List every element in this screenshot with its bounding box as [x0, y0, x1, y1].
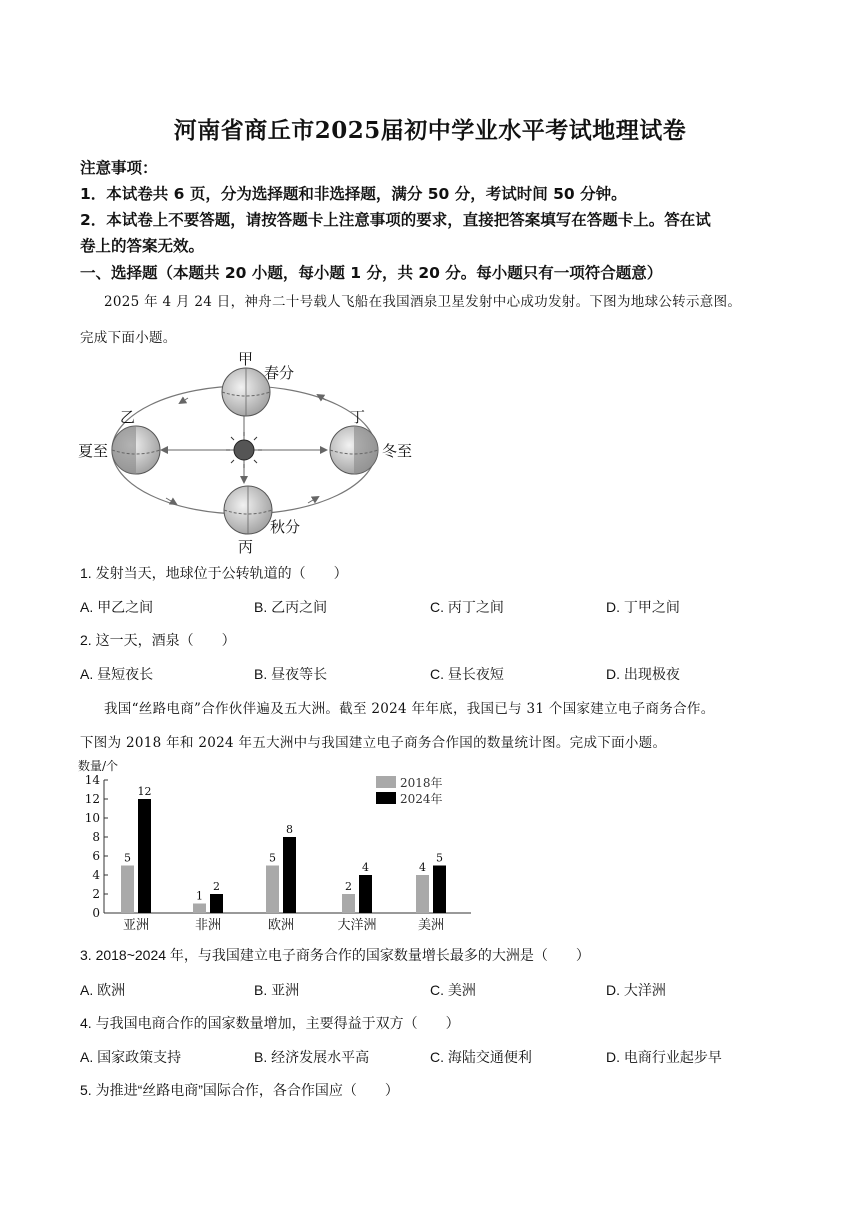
- y-tick-label: 8: [92, 830, 100, 844]
- q4-option-b: B. 经济发展水平高: [254, 1049, 370, 1065]
- bar: [416, 875, 429, 913]
- data-label: 5: [269, 851, 276, 865]
- q4-option-c: C. 海陆交通便利: [430, 1049, 532, 1065]
- passage1-line2: 完成下面小题。: [80, 330, 177, 346]
- q4-option-a: A. 国家政策支持: [80, 1049, 182, 1065]
- question-1: 1. 发射当天，地球位于公转轨道的（ ）: [80, 565, 348, 581]
- label-winter: 冬至: [382, 442, 413, 460]
- q2-option-c: C. 昼长夜短: [430, 666, 504, 682]
- label-ding: 丁: [350, 408, 366, 426]
- data-label: 4: [419, 861, 426, 874]
- data-label: 8: [286, 823, 293, 836]
- notice-item-2: 2．本试卷上不要答题，请按答题卡上注意事项的要求，直接把答案填写在答题卡上。答在试: [80, 211, 711, 229]
- passage1-line1: 2025 年 4 月 24 日，神舟二十号载人飞船在我国酒泉卫星发射中心成功发射。下图为地球公转示意图。: [104, 294, 742, 310]
- x-tick-label: 非洲: [194, 918, 222, 933]
- data-label: 12: [137, 785, 152, 798]
- label-jia: 甲: [238, 350, 254, 368]
- data-label: 4: [362, 861, 369, 874]
- bar: [121, 866, 134, 914]
- q1-option-d: D. 丁甲之间: [606, 599, 680, 615]
- q2-option-d: D. 出现极夜: [606, 666, 680, 682]
- passage2-line1: 我国“丝路电商”合作伙伴遍及五大洲。截至 2024 年年底，我国已与 31 个国家建立电子商务合作。: [104, 701, 715, 717]
- q1-option-a: A. 甲乙之间: [80, 599, 154, 615]
- bar: [210, 894, 223, 913]
- bar: [433, 866, 446, 914]
- question-2: 2. 这一天，酒泉（ ）: [80, 632, 236, 648]
- notice-item-3: 卷上的答案无效。: [80, 237, 205, 255]
- bar: [138, 799, 151, 913]
- q3-option-c: C. 美洲: [430, 982, 476, 998]
- y-tick-label: 2: [92, 887, 100, 901]
- q1-option-c: C. 丙丁之间: [430, 599, 504, 615]
- q3-option-b: B. 亚洲: [254, 982, 300, 998]
- question-5: 5. 为推进“丝路电商”国际合作，各合作国应（ ）: [80, 1082, 399, 1098]
- data-label: 5: [436, 851, 443, 865]
- label-yi: 乙: [120, 408, 136, 426]
- y-tick-label: 0: [92, 906, 100, 920]
- x-tick-label: 亚洲: [122, 918, 150, 933]
- label-autumn: 秋分: [270, 518, 301, 536]
- y-tick-label: 4: [92, 868, 100, 882]
- legend-swatch: [376, 776, 396, 788]
- q3-option-d: D. 大洋洲: [606, 982, 666, 998]
- page-title: 河南省商丘市2025届初中学业水平考试地理试卷: [173, 117, 687, 144]
- section-heading: 一、选择题（本题共 20 小题，每小题 1 分，共 20 分。每小题只有一项符合题意）: [80, 264, 663, 282]
- data-label: 1: [196, 889, 203, 903]
- question-3: 3. 2018~2024 年，与我国建立电子商务合作的国家数量增长最多的大洲是（ ）: [80, 947, 590, 963]
- passage2-line2: 下图为 2018 年和 2024 年五大洲中与我国建立电子商务合作国的数量统计图。完成下面小题。: [80, 735, 667, 751]
- q2-option-b: B. 昼夜等长: [254, 666, 328, 682]
- legend-label: 2018年: [400, 776, 443, 790]
- q3-option-a: A. 欧洲: [80, 982, 126, 998]
- bar: [359, 875, 372, 913]
- bar: [342, 894, 355, 913]
- y-tick-label: 6: [92, 849, 100, 863]
- bar: [283, 837, 296, 913]
- legend-swatch: [376, 792, 396, 804]
- legend-label: 2024年: [400, 792, 443, 806]
- q1-option-b: B. 乙丙之间: [254, 599, 328, 615]
- label-summer: 夏至: [78, 442, 109, 460]
- x-tick-label: 大洋洲: [337, 918, 377, 933]
- bar: [193, 904, 206, 914]
- x-tick-label: 欧洲: [267, 918, 295, 933]
- question-4: 4. 与我国电商合作的国家数量增加，主要得益于双方（ ）: [80, 1015, 460, 1031]
- y-tick-label: 12: [84, 792, 100, 806]
- y-axis-label: 数量/个: [78, 759, 119, 773]
- label-bing: 丙: [238, 538, 254, 556]
- data-label: 5: [124, 851, 131, 865]
- data-label: 2: [213, 880, 220, 893]
- data-label: 2: [345, 880, 352, 893]
- x-tick-label: 美洲: [417, 918, 445, 933]
- notice-item-1: 1．本试卷共 6 页，分为选择题和非选择题，满分 50 分，考试时间 50 分钟。: [80, 185, 627, 203]
- q4-option-d: D. 电商行业起步早: [606, 1049, 722, 1065]
- bar: [266, 866, 279, 914]
- bar-chart: [76, 756, 476, 936]
- label-spring: 春分: [264, 364, 295, 382]
- y-tick-label: 14: [84, 773, 100, 787]
- orbit-diagram: [76, 348, 422, 558]
- y-tick-label: 10: [84, 811, 100, 825]
- q2-option-a: A. 昼短夜长: [80, 666, 154, 682]
- notice-heading: 注意事项：: [80, 159, 158, 177]
